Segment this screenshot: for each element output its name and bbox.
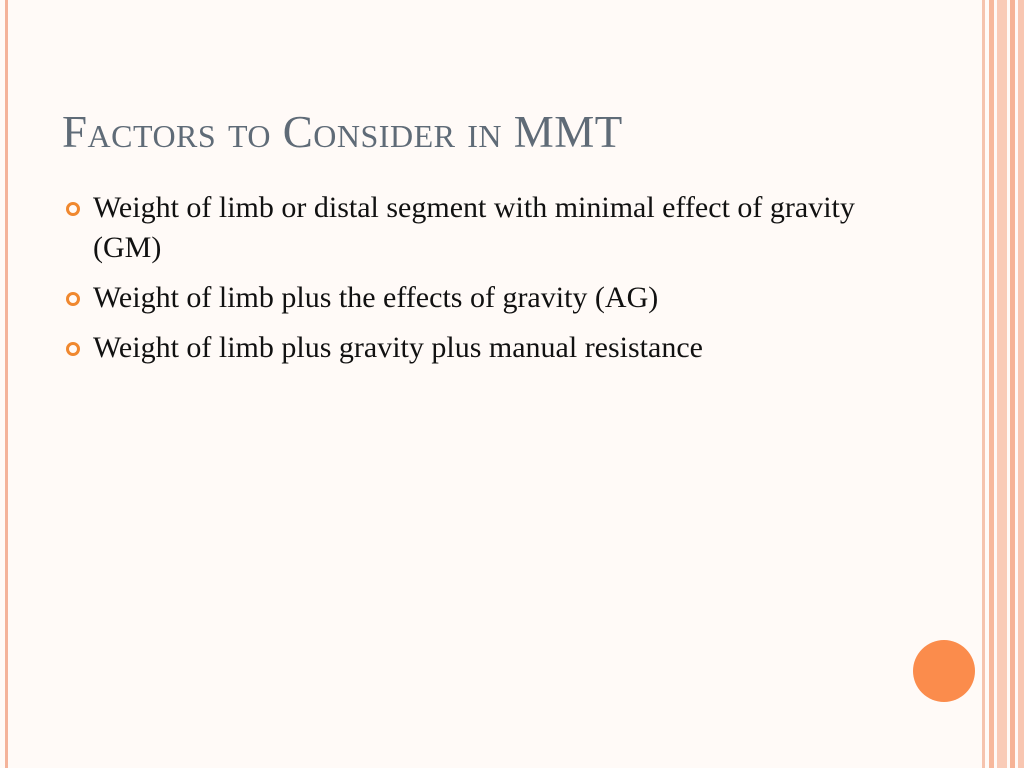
hollow-circle-bullet-icon	[66, 202, 80, 216]
right-decor-stripe	[982, 0, 985, 768]
hollow-circle-bullet-icon	[66, 342, 80, 356]
right-decor-stripe	[1010, 0, 1015, 768]
bullet-text: Weight of limb or distal segment with minimal effect of gravity (GM)	[93, 191, 855, 264]
right-decor-stripe	[997, 0, 1007, 768]
hollow-circle-bullet-icon	[66, 292, 80, 306]
left-border-line	[5, 0, 8, 768]
bullet-item	[66, 278, 856, 318]
slide-title: Factors to Consider in MMT	[62, 107, 623, 157]
right-decor-stripe	[1018, 0, 1024, 768]
orange-circle-icon	[913, 640, 975, 702]
bullet-text: Weight of limb plus gravity plus manual resistance	[93, 331, 703, 364]
bullet-list	[66, 188, 856, 378]
right-decor-stripe	[989, 0, 994, 768]
bullet-item	[66, 328, 856, 368]
bullet-item	[66, 188, 856, 268]
bullet-text: Weight of limb plus the effects of gravity (AG)	[93, 281, 659, 314]
